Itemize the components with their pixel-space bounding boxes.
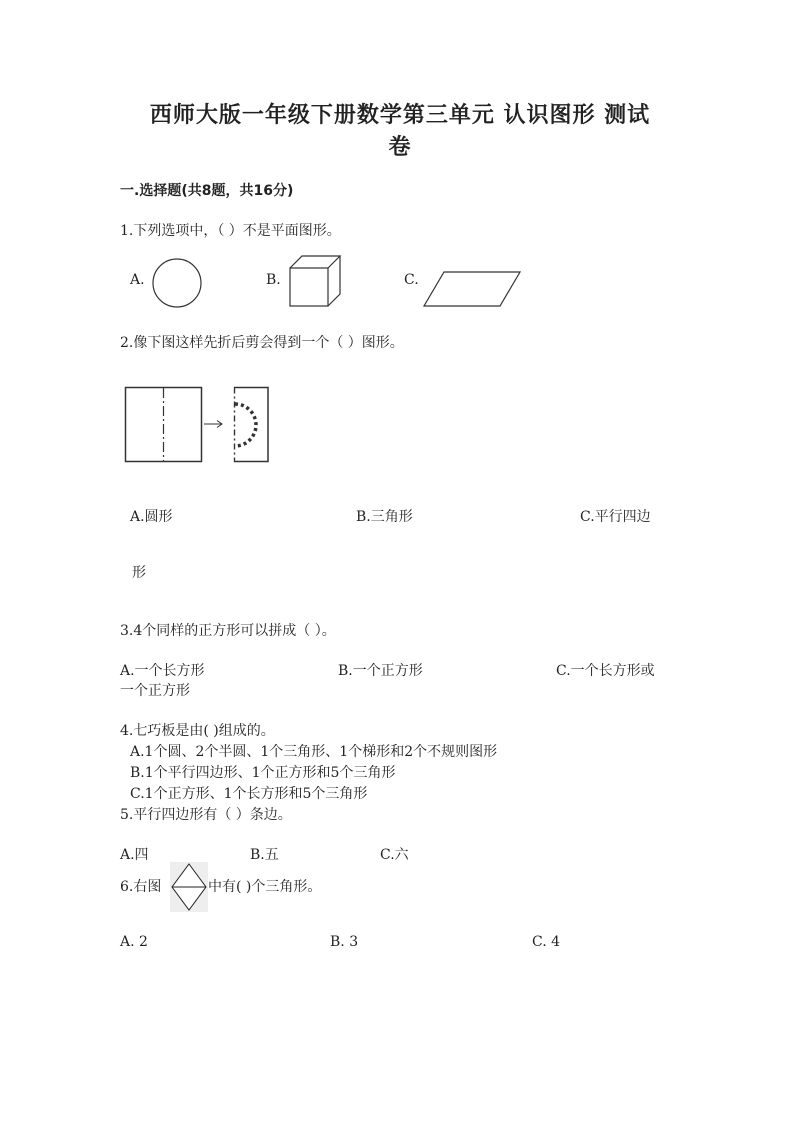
q2-option-c-wrap: 形 [132,565,146,581]
q2-option-c: C.平行四边 [580,509,651,525]
circle-icon [152,258,204,310]
question-3-text: 3.4个同样的正方形可以拼成（ ）。 [120,623,336,639]
q2-option-b: B.三角形 [356,509,413,525]
q2-option-a: A.圆形 [130,509,173,525]
question-5-text: 5.平行四边形有（ ）条边。 [120,807,292,823]
q1-option-a-label: A. [130,272,145,288]
q5-option-b: B.五 [250,847,279,863]
q3-option-a: A.一个长方形 [120,663,205,679]
section-heading: 一.选择题(共8题，共16分) [120,183,294,199]
question-2-text: 2.像下图这样先折后剪会得到一个（ ）图形。 [120,335,404,351]
parallelogram-icon [424,270,524,310]
cube-icon [288,254,344,310]
q5-option-a: A.四 [120,847,149,863]
q4-option-a: A.1个圆、2个半圆、1个三角形、1个梯形和2个不规则图形 [130,744,498,760]
question-1-text: 1.下列选项中，（ ）不是平面图形。 [120,223,341,239]
question-4-text: 4.七巧板是由( )组成的。 [120,723,275,739]
question-6-text-after: 中有( )个三角形。 [208,879,322,895]
q6-option-b: B. 3 [330,934,359,950]
page-title-continued: 卷 [388,135,412,160]
q4-option-b: B.1个平行四边形、1个正方形和5个三角形 [130,765,396,781]
q4-option-c: C.1个正方形、1个长方形和5个三角形 [130,786,368,802]
q6-option-a: A. 2 [120,934,148,950]
diamond-triangles-figure [170,862,208,912]
fold-cut-diagram [124,386,274,466]
q3-option-c-wrap: 一个正方形 [120,683,190,699]
q6-option-c: C. 4 [532,934,561,950]
question-6-text-before: 6.右图 [120,879,162,895]
q1-option-c-label: C. [404,272,419,288]
q3-option-b: B.一个正方形 [338,663,423,679]
q5-option-c: C.六 [380,847,409,863]
page-title: 西师大版一年级下册数学第三单元 认识图形 测试 [149,103,651,128]
q1-option-b-label: B. [266,272,281,288]
q3-option-c: C.一个长方形或 [556,663,655,679]
